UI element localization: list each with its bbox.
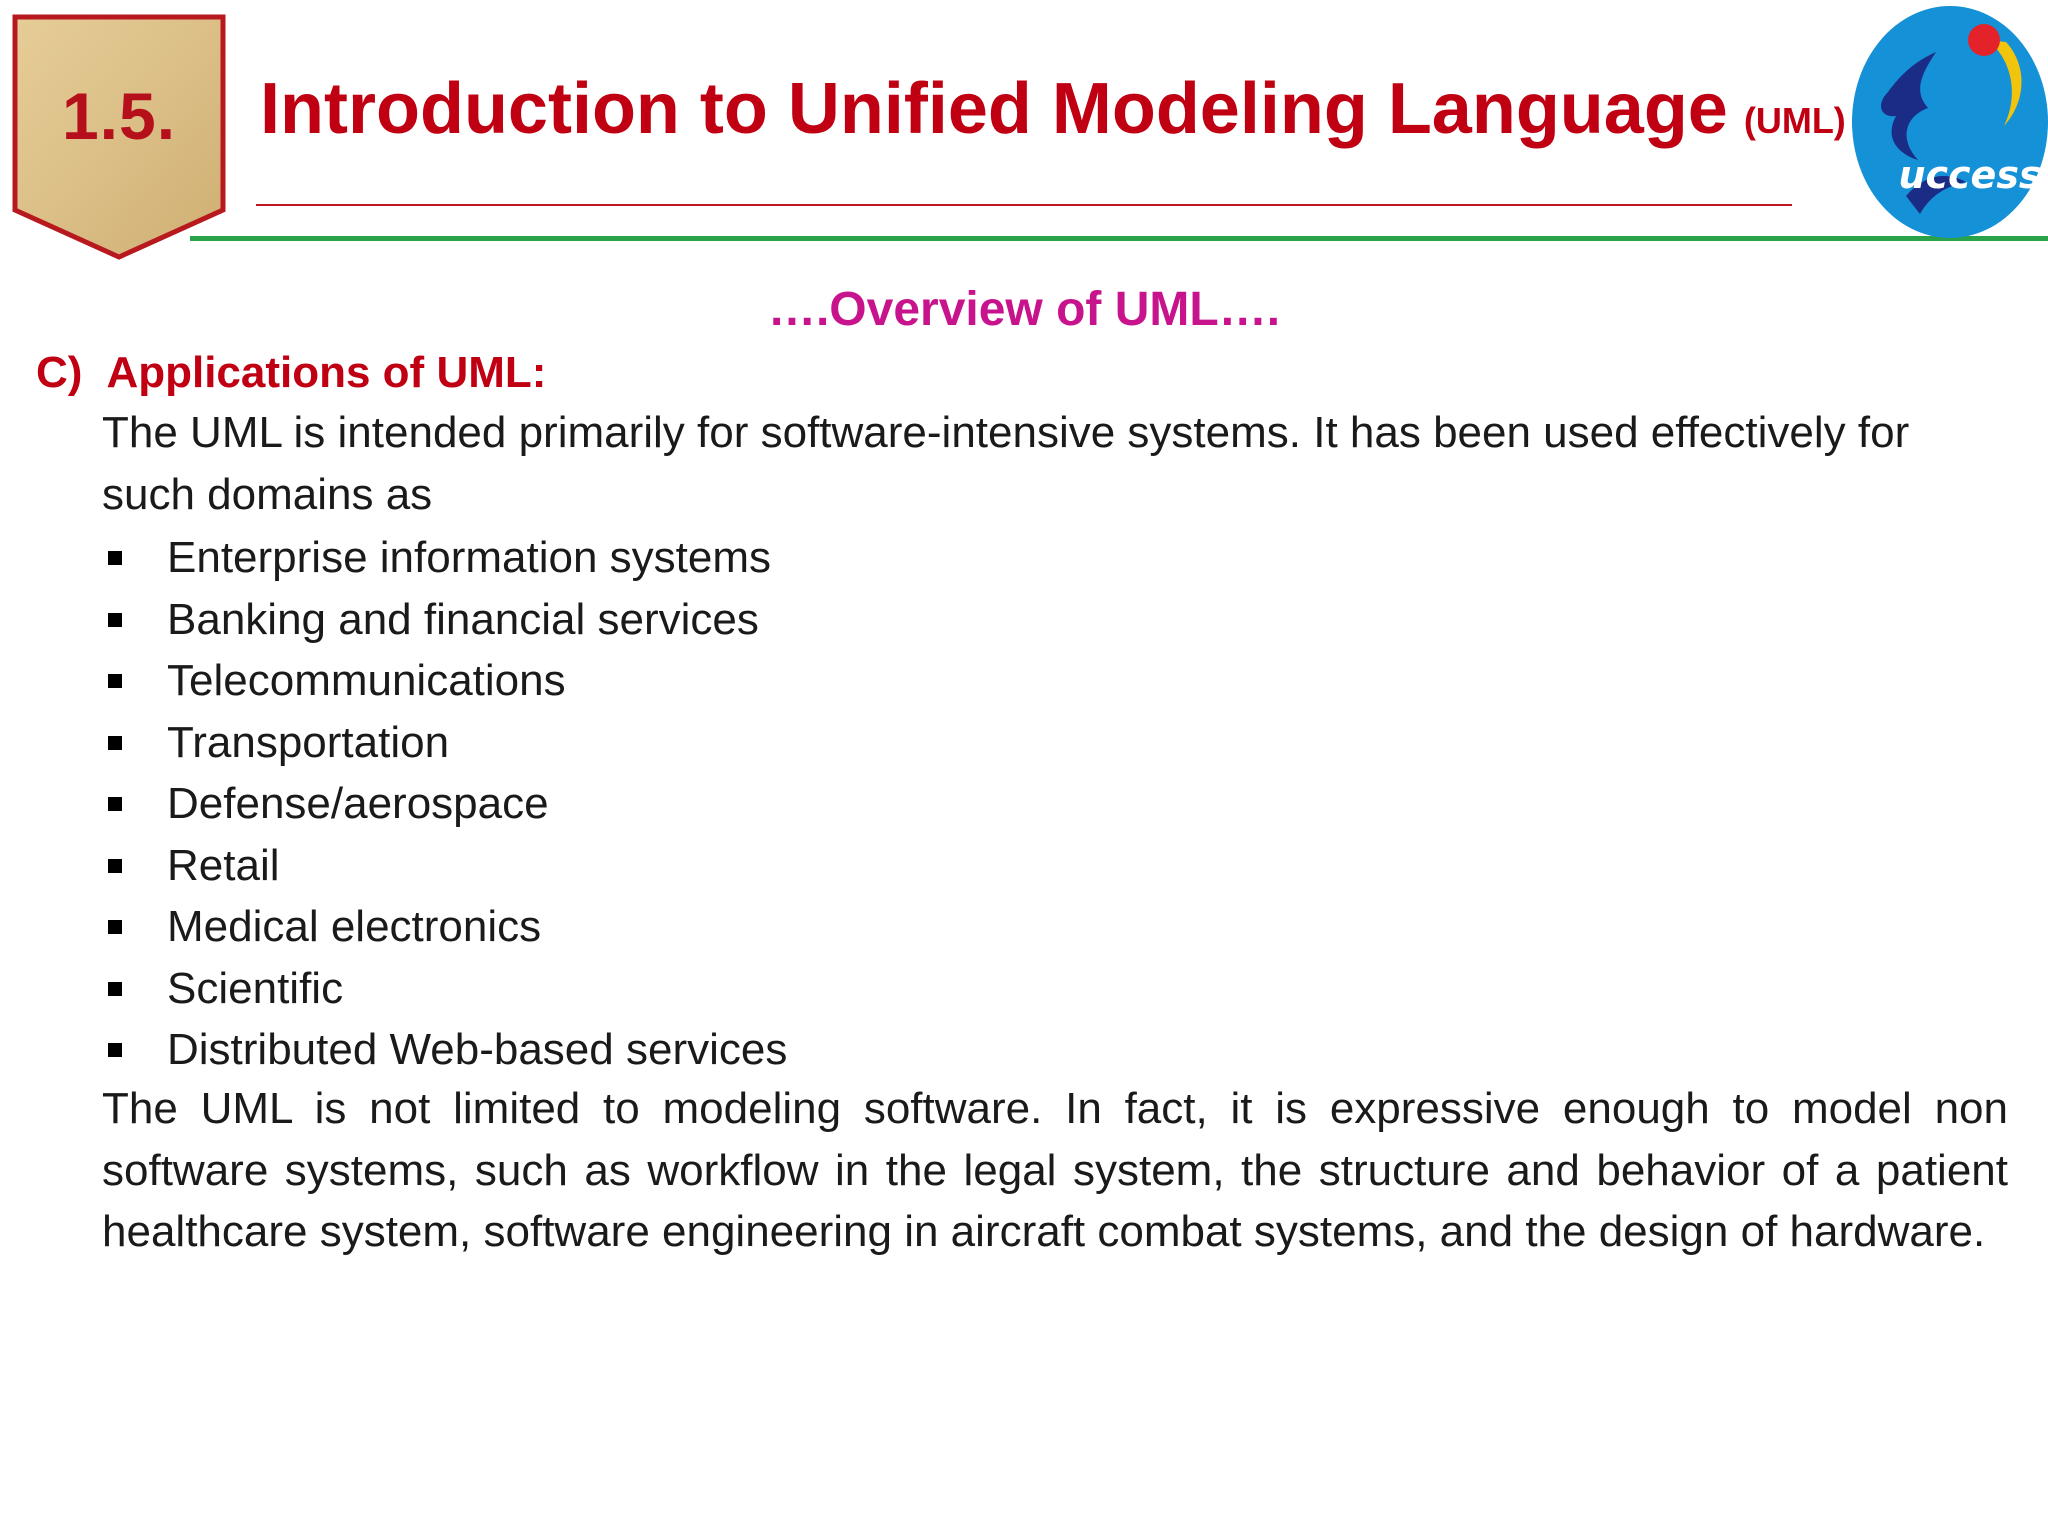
section-letter: C): [36, 348, 83, 397]
intro-paragraph: The UML is intended primarily for software-intensive systems. It has been used effectively for such domains as: [102, 408, 1910, 519]
slide-subtitle: ….Overview of UML….: [767, 283, 1281, 336]
title-text: Introduction to Unified Modeling Language: [260, 69, 1728, 149]
section-number-badge: [12, 14, 226, 260]
bullet-square-icon: [108, 797, 122, 811]
list-item-text: Scientific: [167, 963, 344, 1013]
list-item-text: Distributed Web-based services: [167, 1025, 788, 1074]
list-item: [102, 896, 787, 958]
logo-emblem-icon: [1836, 0, 2048, 240]
section-number: 1.5.: [61, 79, 177, 153]
list-item: [102, 958, 787, 1020]
section-heading: [36, 348, 546, 398]
title-underline: [256, 204, 1792, 206]
list-item: [102, 712, 787, 774]
list-item-text: Banking and financial services: [167, 594, 759, 644]
bullet-square-icon: [108, 613, 122, 627]
bullet-square-icon: [108, 674, 122, 688]
bullet-square-icon: [108, 859, 122, 873]
domain-list: [102, 527, 787, 1081]
list-item: [102, 589, 787, 651]
title-abbreviation: (UML): [1743, 100, 1846, 141]
list-item: [102, 1019, 787, 1081]
logo-text: uccess: [1898, 153, 2042, 197]
list-item: [102, 650, 787, 712]
bullet-square-icon: [108, 551, 122, 565]
list-item: [102, 773, 787, 835]
bullet-square-icon: [108, 920, 122, 934]
list-item-text: Defense/aerospace: [167, 779, 549, 828]
bullet-square-icon: [108, 736, 122, 750]
list-item: [102, 527, 787, 589]
bullet-square-icon: [108, 982, 122, 996]
list-item-text: Telecommunications: [167, 656, 566, 705]
bullet-square-icon: [108, 1043, 122, 1057]
list-item-text: Medical electronics: [167, 902, 542, 951]
closing-paragraph: The UML is not limited to modeling software. In fact, it is expressive enough to model non software systems, such as workflow in the legal system, the structure and behavior of a patient healthcare system, software engineering in aircraft combat systems, and the design of hardware.: [102, 1084, 2008, 1256]
page-title: [260, 68, 1846, 150]
list-item: [102, 835, 787, 897]
list-item-text: Retail: [167, 840, 280, 890]
header-divider: [190, 236, 2048, 241]
list-item-text: Enterprise information systems: [167, 533, 771, 582]
list-item-text: Transportation: [167, 717, 450, 767]
success-logo: [1836, 0, 2048, 240]
section-heading-text: Applications of UML:: [106, 348, 547, 397]
